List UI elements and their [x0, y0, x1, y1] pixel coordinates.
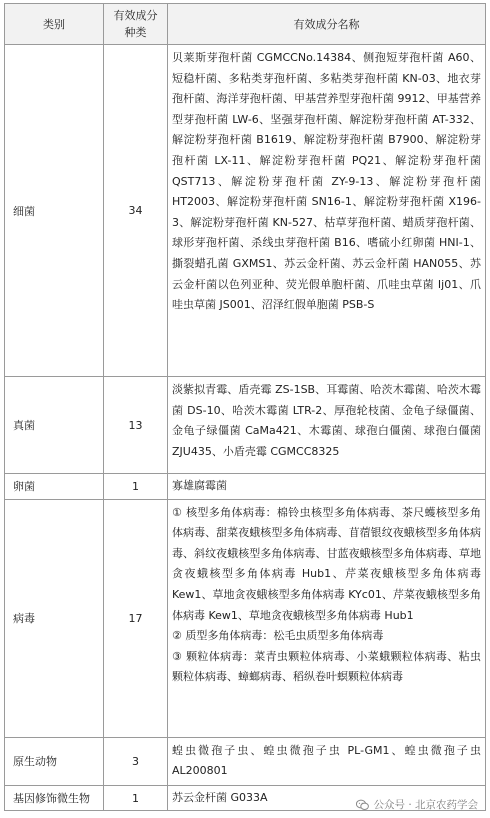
- watermark-text: 公众号 · 北京农药学会: [373, 799, 478, 811]
- row-category: 真菌: [5, 377, 104, 474]
- row-category: 细菌: [5, 45, 104, 377]
- row-category: 卵菌: [5, 474, 104, 500]
- row-count: 17: [104, 499, 168, 737]
- virus-group-granulo: ③ 颗粒体病毒：菜青虫颗粒体病毒、小菜蛾颗粒体病毒、粘虫颗粒体病毒、蟑螂病毒、稻纵卷叶螟颗粒体病毒: [172, 649, 481, 684]
- watermark: [356, 797, 478, 812]
- row-names: [168, 499, 486, 737]
- wechat-icon: [356, 799, 369, 811]
- pesticide-table: [4, 3, 486, 811]
- row-count: 34: [104, 45, 168, 377]
- row-category: 原生动物: [5, 737, 104, 785]
- table-row: [5, 377, 486, 474]
- table-row: [5, 474, 486, 500]
- virus-group-nuclear: ① 核型多角体病毒：棉铃虫核型多角体病毒、茶尺蠖核型多角体病毒、甜菜夜蛾核型多角体病毒、苜蓿银纹夜蛾核型多角体病毒、斜纹夜蛾核型多角体病毒、甘蓝夜蛾核型多角体病毒、草地贪夜蛾核型多角体病毒 Hub1、芹菜夜蛾核型多角体病毒 Kew1、草地贪夜蛾核型多角体病毒 KYc01、芹菜夜蛾核型多角体病毒 Kew1、草地贪夜蛾核型多角体病毒 Hub1: [172, 505, 481, 622]
- table-row: [5, 45, 486, 377]
- row-names: 蝗虫微孢子虫、蝗虫微孢子虫 PL-GM1、蝗虫微孢子虫 AL200801: [168, 737, 486, 785]
- header-category: 类别: [5, 4, 104, 45]
- row-names: 淡紫拟青霉、盾壳霉 ZS-1SB、耳霉菌、哈茨木霉菌、哈茨木霉菌 DS-10、哈茨木霉菌 LTR-2、厚孢轮枝菌、金龟子绿僵菌、金龟子绿僵菌 CaMa421、木霉菌、球孢白僵菌、球孢白僵菌 ZJU435、小盾壳霉 CGMCC8325: [168, 377, 486, 474]
- header-names: 有效成分名称: [168, 4, 486, 45]
- table-header-row: [5, 4, 486, 45]
- header-count: [104, 4, 168, 45]
- virus-group-cytoplasmic: ② 质型多角体病毒：松毛虫质型多角体病毒: [172, 629, 384, 643]
- row-count: 1: [104, 785, 168, 811]
- table-row: [5, 499, 486, 737]
- row-count: 3: [104, 737, 168, 785]
- row-count: 1: [104, 474, 168, 500]
- row-names: 苏云金杆菌 G033A: [168, 785, 486, 811]
- row-names: 寡雄腐霉菌: [168, 474, 486, 500]
- row-category: 病毒: [5, 499, 104, 737]
- table-row: [5, 737, 486, 785]
- row-category: 基因修饰微生物: [5, 785, 104, 811]
- row-names: 贝莱斯芽孢杆菌 CGMCCNo.14384、侧孢短芽孢杆菌 A60、短稳杆菌、多粘类芽孢杆菌、多粘类芽孢杆菌 KN-03、地衣芽孢杆菌、海洋芽孢杆菌、甲基营养型芽孢杆菌 9912、甲基营养型芽孢杆菌 LW-6、坚强芽孢杆菌、解淀粉芽孢杆菌 AT-332、解淀粉芽孢杆菌 B1619、解淀粉芽孢杆菌 B7900、解淀粉芽孢杆菌 LX-11、解淀粉芽孢杆菌 PQ21、解淀粉芽孢杆菌 QST713、解淀粉芽孢杆菌 ZY-9-13、解淀粉芽孢杆菌 HT2003、解淀粉芽孢杆菌 SN16-1、解淀粉芽孢杆菌 X196-3、解淀粉芽孢杆菌 KN-527、枯草芽孢杆菌、蜡质芽孢杆菌、球形芽孢杆菌、杀线虫芽孢杆菌 B16、嗜硫小红卵菌 HNI-1、撕裂蜡孔菌 GXMS1、苏云金杆菌、苏云金杆菌 HAN055、苏云金杆菌以色列亚种、荧光假单胞杆菌、爪哇虫草菌 Ij01、爪哇虫草菌 JS001、沼泽红假单胞菌 PSB-S: [168, 45, 486, 377]
- row-count: 13: [104, 377, 168, 474]
- header-count-text: 有效成分种类: [113, 9, 158, 39]
